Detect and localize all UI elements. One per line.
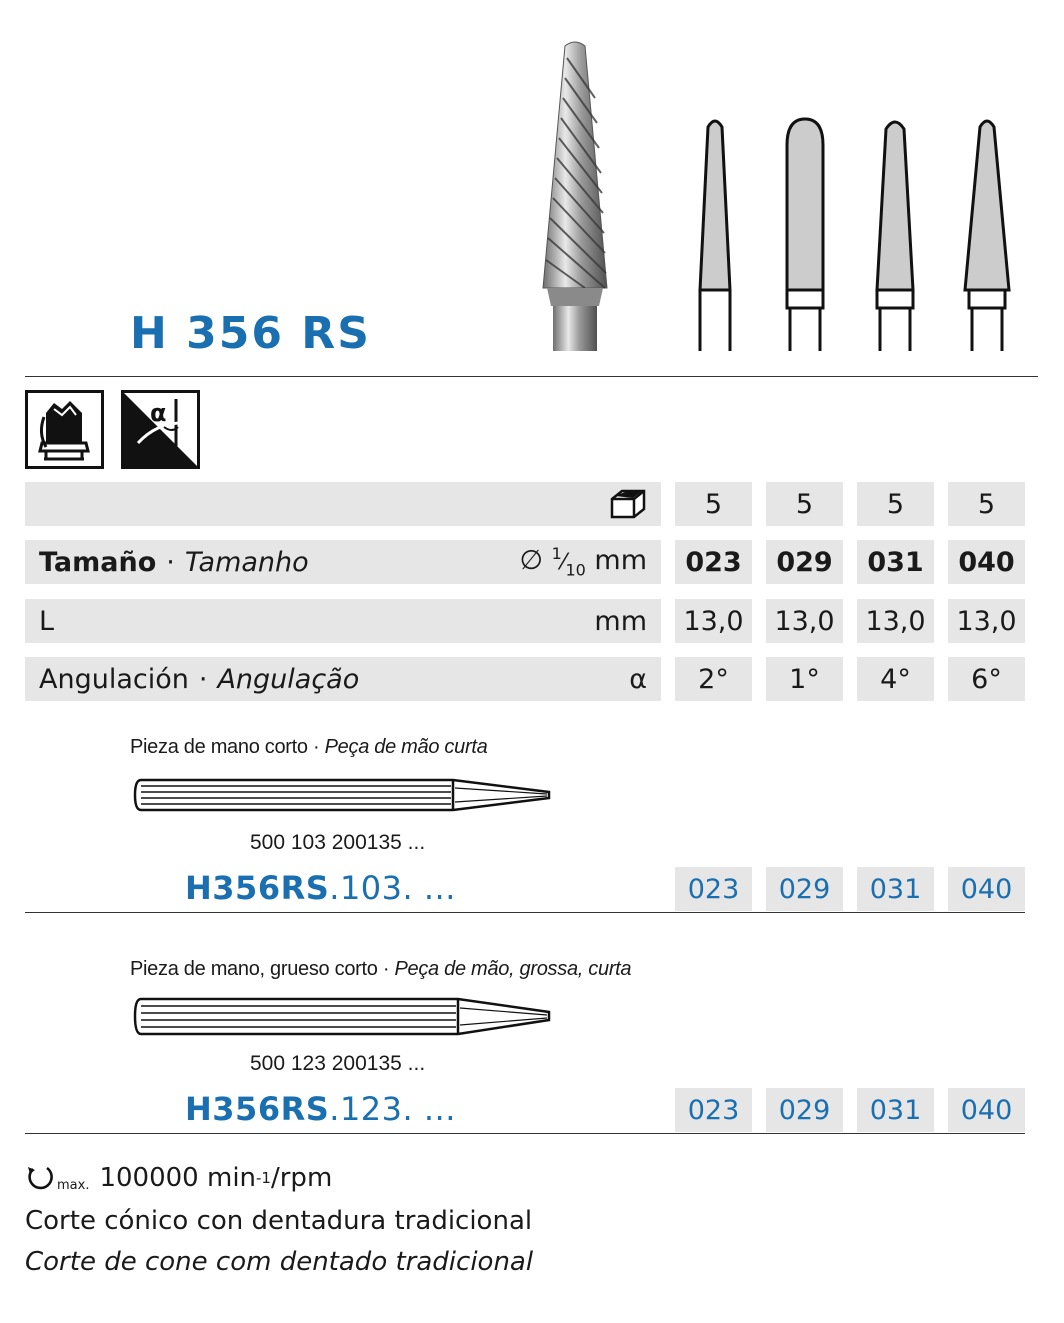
order-size-cell[interactable]: 040: [948, 867, 1025, 911]
order-code-suffix: .123. ...: [329, 1090, 456, 1128]
handpiece-2-label: [130, 958, 631, 981]
material-carbide-icon: [25, 390, 104, 469]
angle-row-label: [25, 657, 661, 701]
length-unit: mm: [594, 605, 647, 637]
description-es: Corte cónico con dentadura tradicional: [25, 1206, 533, 1236]
length-cell: 13,0: [948, 599, 1025, 643]
pack-cell: 5: [766, 482, 843, 526]
diameter-symbol: ∅: [519, 545, 543, 577]
cutter-outline-040: [960, 115, 1014, 355]
handpiece-1-label: [130, 736, 487, 759]
product-cutter-image: [525, 38, 625, 353]
angle-cell: 2°: [675, 657, 752, 701]
angle-cell: 6°: [948, 657, 1025, 701]
description-pt: Corte de cone com dentado tradicional: [25, 1247, 534, 1277]
order-code-base: H356RS: [185, 869, 330, 907]
size-unit-mm: mm: [594, 545, 647, 577]
pack-cell: 5: [857, 482, 934, 526]
cutter-outline-029: [780, 115, 830, 355]
length-cell: 13,0: [857, 599, 934, 643]
cutter-outline-023: [690, 115, 740, 355]
max-label: max.: [57, 1178, 90, 1193]
order-size-cell[interactable]: 029: [766, 1088, 843, 1132]
pack-row-label: [25, 482, 661, 526]
angle-label-es: Angulación: [39, 663, 189, 695]
handpiece-1-divider: [25, 912, 1025, 913]
handpiece-short-image: [133, 776, 553, 814]
length-cell: 13,0: [766, 599, 843, 643]
handpiece-2-code: 500 123 200135 ...: [250, 1052, 426, 1075]
length-label: L: [39, 605, 55, 637]
header-divider: [25, 376, 1038, 377]
speed-unit: /rpm: [270, 1163, 333, 1193]
pack-cell: 5: [675, 482, 752, 526]
max-speed-line: [25, 1163, 332, 1193]
handpiece-1-separator: ·: [307, 736, 325, 758]
handpiece-2-label-es: Pieza de mano, grueso corto: [130, 958, 378, 980]
handpiece-2-separator: ·: [377, 958, 395, 980]
angle-unit: α: [629, 663, 647, 695]
package-icon: [609, 487, 647, 521]
speed-value: 100000 min: [99, 1163, 257, 1193]
length-cell: 13,0: [675, 599, 752, 643]
fraction-numerator: 1: [551, 544, 562, 564]
order-size-cell[interactable]: 031: [857, 1088, 934, 1132]
handpiece-1-code: 500 103 200135 ...: [250, 831, 426, 854]
rotation-speed-icon: [25, 1163, 55, 1193]
order-size-cell[interactable]: 023: [675, 867, 752, 911]
speed-exponent: -1: [256, 1169, 271, 1187]
order-code-suffix: .103. ...: [329, 869, 456, 907]
fraction-denominator: 10: [565, 560, 586, 580]
handpiece-2-order-code: [185, 1090, 456, 1128]
size-separator: ·: [166, 546, 175, 578]
size-cell: 040: [948, 540, 1025, 584]
size-label-pt: Tamanho: [184, 546, 309, 578]
handpiece-2-divider: [25, 1133, 1025, 1134]
angle-separator: ·: [198, 663, 208, 695]
angle-cell: 1°: [766, 657, 843, 701]
pack-cell: 5: [948, 482, 1025, 526]
handpiece-1-label-pt: Peça de mão curta: [324, 736, 488, 758]
size-row-label: [25, 540, 661, 584]
handpiece-2-label-pt: Peça de mão, grossa, curta: [394, 958, 632, 980]
cutter-outline-031: [870, 115, 920, 355]
handpiece-1-label-es: Pieza de mano corto: [130, 736, 308, 758]
length-row-label: [25, 599, 661, 643]
size-cell: 023: [675, 540, 752, 584]
size-label-es: Tamaño: [39, 546, 157, 578]
handpiece-1-order-code: [185, 869, 456, 907]
size-unit: ∅ $^1⁄_{10}$ mm: [519, 544, 647, 580]
angle-label-pt: Angulação: [217, 663, 360, 695]
size-cell: 029: [766, 540, 843, 584]
handpiece-thick-image: [133, 996, 553, 1038]
order-code-base: H356RS: [185, 1090, 330, 1128]
product-title: H 356 RS: [130, 308, 371, 359]
angle-alpha-icon: [121, 390, 200, 469]
order-size-cell[interactable]: 029: [766, 867, 843, 911]
size-cell: 031: [857, 540, 934, 584]
angle-cell: 4°: [857, 657, 934, 701]
order-size-cell[interactable]: 031: [857, 867, 934, 911]
svg-text:α: α: [150, 399, 167, 427]
order-size-cell[interactable]: 040: [948, 1088, 1025, 1132]
order-size-cell[interactable]: 023: [675, 1088, 752, 1132]
